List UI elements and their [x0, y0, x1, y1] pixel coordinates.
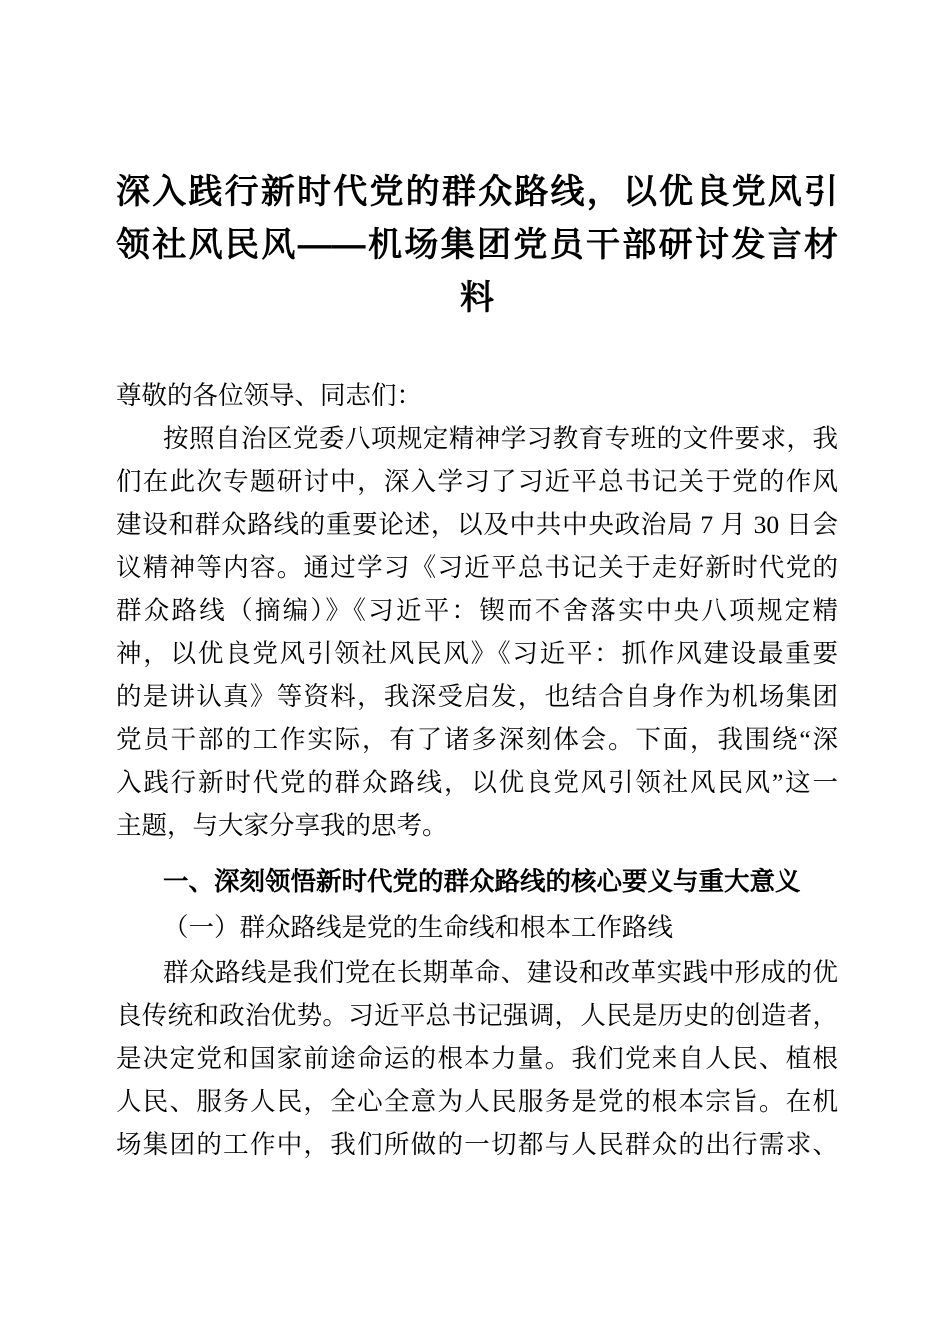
paragraph-1-line: 的是讲认真》等资料，我深受启发，也结合自身作为机场集团	[116, 682, 838, 711]
document-title	[116, 166, 838, 325]
paragraph-2-line: 良传统和政治优势。习近平总书记强调，人民是历史的创造者，	[116, 1001, 838, 1030]
paragraph-1-line: 入践行新时代党的群众路线，以优良党风引领社风民风”这一	[116, 768, 838, 797]
paragraph-2-line: 是决定党和国家前途命运的根本力量。我们党来自人民、植根	[116, 1044, 838, 1073]
section-heading: 一、深刻领悟新时代党的群众路线的核心要义与重大意义	[163, 868, 801, 896]
paragraph-2-line: 人民、服务人民，全心全意为人民服务是党的根本宗旨。在机	[116, 1087, 838, 1116]
paragraph-1-line: 建设和群众路线的重要论述，以及中共中央政治局 7 月 30 日会	[116, 510, 838, 539]
paragraph-2-line: 群众路线是我们党在长期革命、建设和改革实践中形成的优	[163, 958, 838, 987]
paragraph-1-line: 们在此次专题研讨中，深入学习了习近平总书记关于党的作风	[116, 467, 838, 496]
paragraph-1-line: 议精神等内容。通过学习《习近平总书记关于走好新时代党的	[116, 553, 838, 582]
title-line: 料	[460, 279, 494, 317]
paragraph-1-line: 主题，与大家分享我的思考。	[116, 811, 448, 840]
subsection-heading: （一）群众路线是党的生命线和根本工作路线	[163, 913, 674, 942]
document-body	[116, 374, 838, 1166]
paragraph-1-line: 党员干部的工作实际，有了诸多深刻体会。下面，我围绕“深	[116, 725, 838, 754]
paragraph-1-line: 神，以优良党风引领社风民风》《习近平：抓作风建设最重要	[116, 639, 838, 668]
paragraph-2-line: 场集团的工作中，我们所做的一切都与人民群众的出行需求、	[116, 1130, 838, 1159]
title-line: 深入践行新时代党的群众路线，以优良党风引	[116, 173, 838, 211]
salutation: 尊敬的各位领导、同志们：	[116, 381, 423, 410]
title-line: 领社风民风——机场集团党员干部研讨发言材	[116, 226, 838, 264]
paragraph-1-line: 按照自治区党委八项规定精神学习教育专班的文件要求，我	[163, 424, 838, 453]
paragraph-1-line: 群众路线（摘编）》《习近平：锲而不舍落实中央八项规定精	[116, 596, 838, 625]
